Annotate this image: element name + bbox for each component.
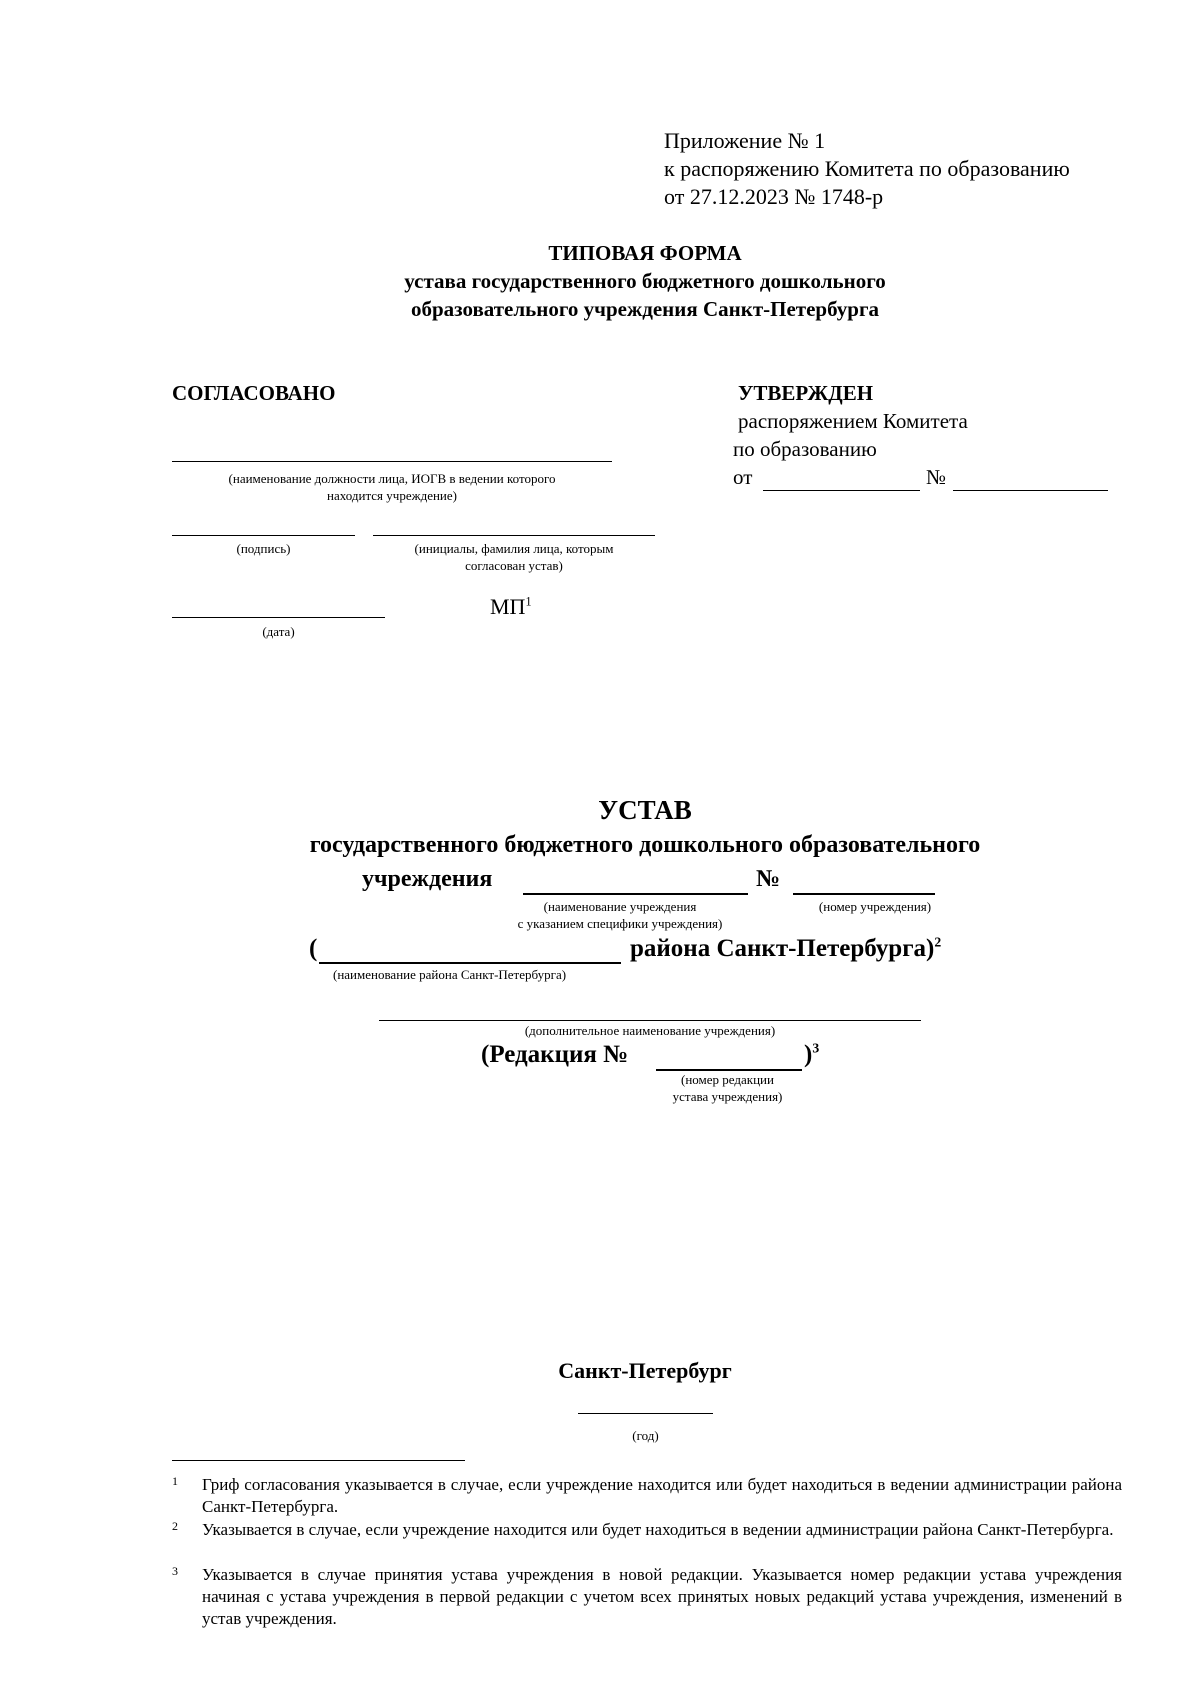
footnote-number: 3: [172, 1564, 178, 1578]
revision-caption-line-1: (номер редакции: [681, 1072, 774, 1087]
additional-name-caption: (дополнительное наименование учреждения): [524, 1023, 776, 1038]
name-caption: [373, 540, 655, 574]
appendix-line-2: к распоряжению Комитета по образованию: [664, 156, 1070, 181]
footnote-number: 1: [172, 1474, 178, 1488]
approved-line-1: распоряжением Комитета: [738, 409, 968, 433]
institution-number-caption: (номер учреждения): [818, 899, 932, 914]
date-caption: (дата): [262, 624, 295, 639]
institution-name-line: [523, 893, 748, 895]
name-caption-line-1: (инициалы, фамилия лица, которым: [414, 541, 614, 556]
signature-caption: (подпись): [236, 541, 291, 556]
footnote-text: Гриф согласования указывается в случае, если учреждение находится или будет находиться в ведении администрации района Санкт-Петербурга.: [202, 1475, 1122, 1516]
institution-name-caption-line-2: с указанием специфики учреждения): [517, 916, 723, 931]
charter-subtitle: государственного бюджетного дошкольного образовательного: [309, 832, 981, 858]
city-name: Санкт-Петербург: [558, 1358, 732, 1383]
appendix-line-1: Приложение № 1: [664, 128, 826, 153]
approved-date-label: от: [733, 465, 753, 489]
footnote-ref-1: 1: [525, 594, 532, 609]
appendix-block: [664, 127, 1070, 211]
approved-line-2: по образованию: [733, 437, 877, 461]
date-line: [172, 617, 385, 618]
district-name-line: [319, 962, 621, 964]
revision-label: (Редакция №: [481, 1041, 629, 1068]
position-line: [172, 461, 612, 462]
name-caption-line-2: согласован устав): [465, 558, 563, 573]
institution-number-sign: №: [756, 866, 781, 892]
district-text: района Санкт-Петербурга): [630, 935, 935, 962]
revision-caption-line-2: устава учреждения): [672, 1089, 783, 1104]
year-caption: (год): [632, 1428, 659, 1443]
footnote-number: 2: [172, 1519, 178, 1533]
footnote-ref-2: 2: [934, 934, 942, 950]
approved-heading: УТВЕРЖДЕН: [738, 381, 874, 405]
institution-name-caption: [485, 898, 755, 932]
revision-close: ): [804, 1041, 813, 1068]
appendix-line-3: от 27.12.2023 № 1748-р: [664, 184, 884, 209]
revision-close-wrap: [804, 1041, 819, 1069]
additional-name-line: [379, 1020, 921, 1021]
signature-line: [172, 535, 355, 536]
form-title-line-2: устава государственного бюджетного дошкольного: [404, 269, 886, 293]
approved-date-line: [763, 490, 920, 491]
district-text-wrap: [630, 935, 941, 963]
institution-name-caption-line-1: (наименование учреждения: [543, 899, 697, 914]
position-caption-line-2: находится учреждение): [327, 488, 457, 503]
approved-number-label: №: [926, 465, 947, 489]
stamp-mark: [490, 594, 532, 620]
institution-number-line: [793, 893, 935, 895]
form-title-line-3: образовательного учреждения Санкт-Петербурга: [410, 297, 880, 321]
agreed-heading: СОГЛАСОВАНО: [172, 381, 336, 405]
name-line: [373, 535, 655, 536]
footnote-separator: [172, 1460, 465, 1461]
footnote-ref-3: 3: [812, 1040, 820, 1056]
charter-title: УСТАВ: [598, 795, 692, 825]
footnote-text: Указывается в случае, если учреждение находится или будет находиться в ведении администрации района Санкт-Петербурга.: [202, 1520, 1114, 1539]
footnote-text: Указывается в случае принятия устава учреждения в новой редакции. Указывается номер редакции устава учреждения начиная с устава учреждения в первой редакции с учетом всех принятых новых редакций устава учреждения, изменений в устав учреждения.: [202, 1565, 1122, 1628]
position-caption: [172, 470, 612, 504]
stamp-text: МП: [490, 594, 526, 619]
year-line: [578, 1413, 713, 1414]
district-open-paren: (: [309, 935, 318, 962]
institution-word: учреждения: [362, 866, 493, 892]
revision-caption: [640, 1071, 815, 1105]
form-title-line-1: ТИПОВАЯ ФОРМА: [548, 241, 742, 265]
approved-number-line: [953, 490, 1108, 491]
form-title: [0, 239, 1200, 323]
district-caption: (наименование района Санкт-Петербурга): [333, 967, 567, 982]
position-caption-line-1: (наименование должности лица, ИОГВ в ведении которого: [228, 471, 556, 486]
